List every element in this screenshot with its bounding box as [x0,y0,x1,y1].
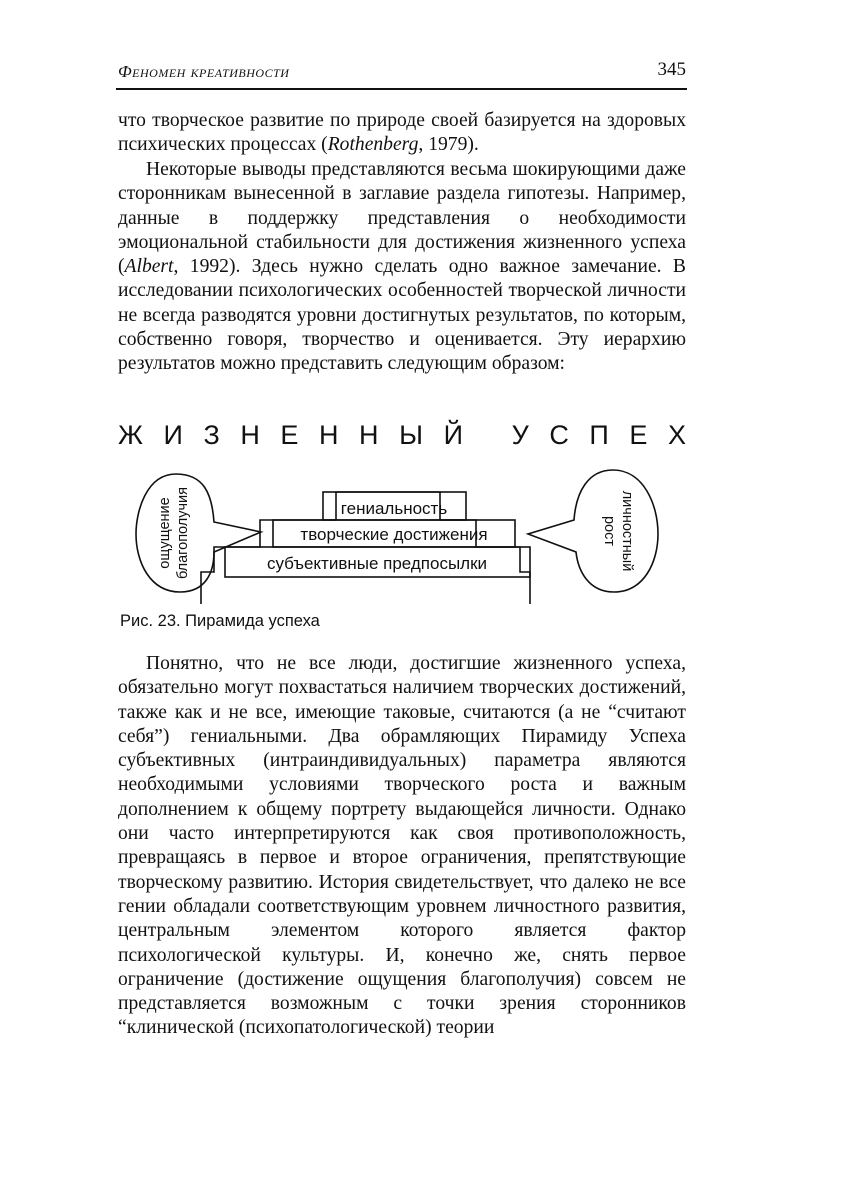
figure-title-letter [484,420,492,451]
figure-title-letter: Н [240,420,260,450]
paragraph-1-text-b: , 1979). [418,134,479,156]
left-bubble-line-2: благополучия [175,486,191,580]
citation-albert: Albert [124,256,174,278]
figure-caption: Рис. 23. Пирамида успеха [120,612,320,630]
page-number: 345 [657,59,686,80]
figure-title-letter: З [203,420,220,450]
right-bubble [528,470,658,592]
paragraph-3-text: Понятно, что не все люди, достигшие жизненного успеха, обязательно могут похвастаться наличием творческих достижений, также как и не все, имеющие таковые, считаются (а не “считают себя”) гениальными. Два обрамляющих Пирамиду Успеха субъективных (интраиндивидуальных) параметра являются необходимыми условиями творческого роста и важным дополнением к общему портрету выдающейся личности. Однако они часто интерпретируются как своя противоположность, превращаясь в первое и второе ограничения, препятствующие творческому развитию. История свидетельствует, что далеко не все гении обладали соответствующим уровнем личностного развития, центральным элементом которого является фактор психологической культуры. И, конечно же, снять первое ограничение (достижение ощущения благополучия) совсем не представляется возможным с точки зрения сторонников “клинической (психопатологической) теории [118,653,686,1039]
level-label-top: гениальность [340,499,448,518]
figure-title-letter: С [549,420,569,450]
figure-title-letter: Ы [399,420,424,450]
left-bubble-line-1: ощущение [157,497,173,569]
figure-title-letter: Н [318,420,339,450]
running-title: Феномен креативности [118,62,290,81]
level-label-middle: творческие достижения [300,525,488,544]
figure-title-letter: Н [359,420,379,450]
figure-title-letter: Ж [118,420,143,450]
figure-title-letter: Й [443,420,463,450]
paragraph-2 [118,158,686,377]
figure-title-letter: Е [280,420,299,450]
paragraph-1-text-a: что творческое развитие по природе своей базируется на здоровых психических процессах ( [118,110,686,156]
paragraph-2-text-b: , 1992). Здесь нужно сделать одно важное замечание. В исследовании психологических особенностей творческой личности не всегда разводятся уровни достигнутых результатов, по которым, собственно говоря, творчество и оценивается. Эту иерархию результатов можно представить следующим образом: [118,256,686,375]
level-label-bottom: субъективные предпосылки [266,554,488,573]
citation-rothenberg: Rothenberg [327,134,419,156]
figure-title-letter: Е [629,420,648,450]
success-pyramid-diagram [118,452,688,612]
right-bubble-line-2: рост [601,515,617,547]
figure-title-letter: И [163,420,183,450]
header-rule [116,88,687,90]
figure-title-letter: У [511,420,529,450]
figure-title-letter: Х [667,420,686,450]
figure-title [118,420,686,451]
paragraph-3 [118,652,686,1041]
paragraph-1 [118,109,686,158]
left-bubble [136,474,261,592]
paragraph-2-text-a: Некоторые выводы представляются весьма шокирующими даже сторонникам вынесенной в заглавие раздела гипотезы. Например, данные в поддержку представления о необходимости эмоциональной стабильности для достижения жизненного успеха ( [118,159,686,278]
figure-title-letter: П [589,420,609,450]
right-bubble-line-1: личностный [619,490,635,572]
